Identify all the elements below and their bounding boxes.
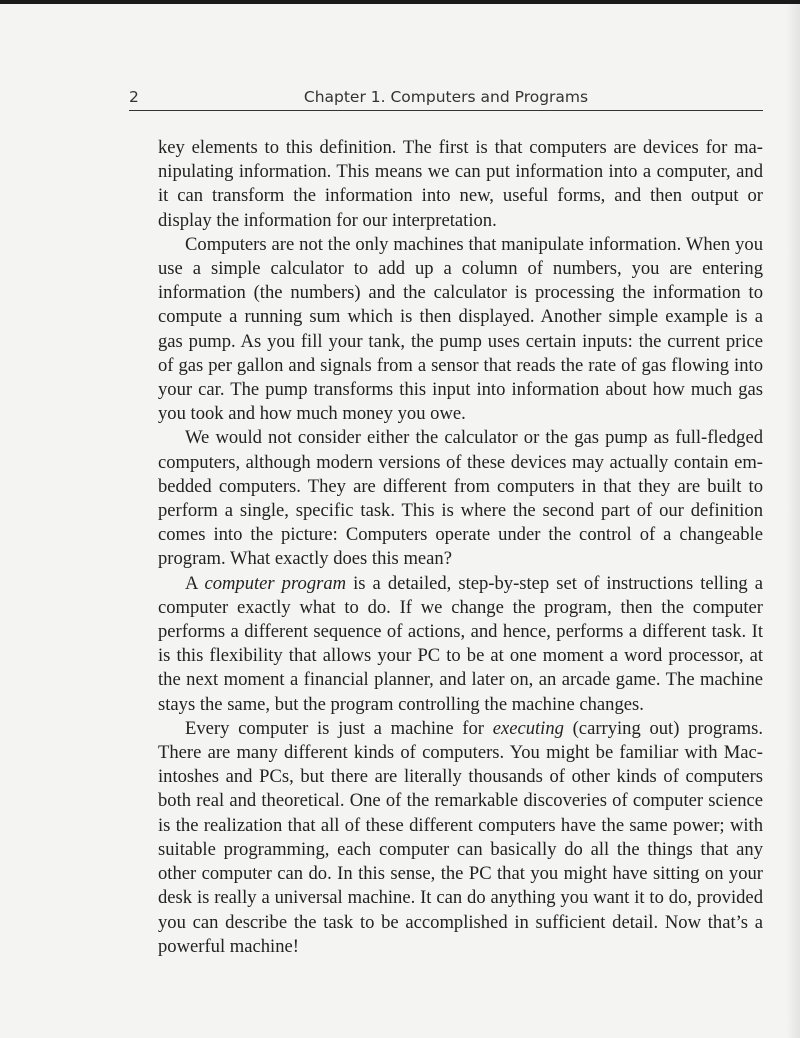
term-executing: executing (492, 717, 564, 739)
running-head (129, 86, 763, 111)
body-text (158, 136, 763, 959)
paragraph-4-lead: A (185, 572, 205, 594)
paragraph-2: Computers are not the only machines that manipulate information. When you use a simple calculator to add up a column of numbers, you are entering information (the numbers) and the calculator is processing the information to compute a running sum which is then displayed. Another simple example is a gas pump. As you fill your tank, the pump uses certain inputs: the current price of gas per gallon and signals from a sensor that reads the rate of gas flowing into your car. The pump transforms this input into information about how much gas you took and how much money you owe. (158, 233, 763, 425)
chapter-title: Chapter 1. Computers and Programs (303, 88, 589, 106)
paragraph-5 (158, 717, 763, 959)
scan-top-edge (0, 0, 800, 4)
paragraph-1: key elements to this definition. The first is that computers are devices for manipulating information. This means we can put information into a computer, and it can transform the information into new, useful forms, and then output or display the information for our interpretation. (158, 137, 763, 231)
paragraph-5-rest: (carrying out) programs. There are many different kinds of computers. You might be familiar with Macintoshes and PCs, but there are literally thousands of other kinds of computers both real and theoretical. One of the remarkable discoveries of computer science is the realization that all of these different computers have the same power; with suitable programming, each computer can basically do all the things that any other computer can do. In this sense, the PC that you might have sitting on your desk is really a universal machine. It can do anything you want it to do, provided you can describe the task to be accomplished in sufficient detail. Now that’s a powerful machine! (158, 717, 763, 957)
page-number: 2 (129, 88, 139, 106)
paragraph-3: We would not consider either the calculator or the gas pump as full-fledged computers, although modern versions of these devices may actually contain embedded computers. They are different from computers in that they are built to perform a single, specific task. This is where the second part of our definition comes into the picture: Computers operate under the control of a changeable program. What exactly does this mean? (158, 427, 763, 570)
term-computer-program: computer program (204, 572, 347, 594)
scan-right-shadow (786, 0, 800, 1038)
paragraph-4 (158, 572, 763, 717)
paragraph-5-lead: Every computer is just a machine for (185, 717, 493, 739)
paragraph-4-rest: is a detailed, step-by-step set of instructions telling a computer exactly what to do. If we change the program, then the computer performs a different sequence of actions, and hence, performs a different task. It is this flexibility that allows your PC to be at one moment a word processor, at the next moment a financial planner, and later on, an arcade game. The machine stays the same, but the program controlling the machine changes. (158, 572, 763, 715)
